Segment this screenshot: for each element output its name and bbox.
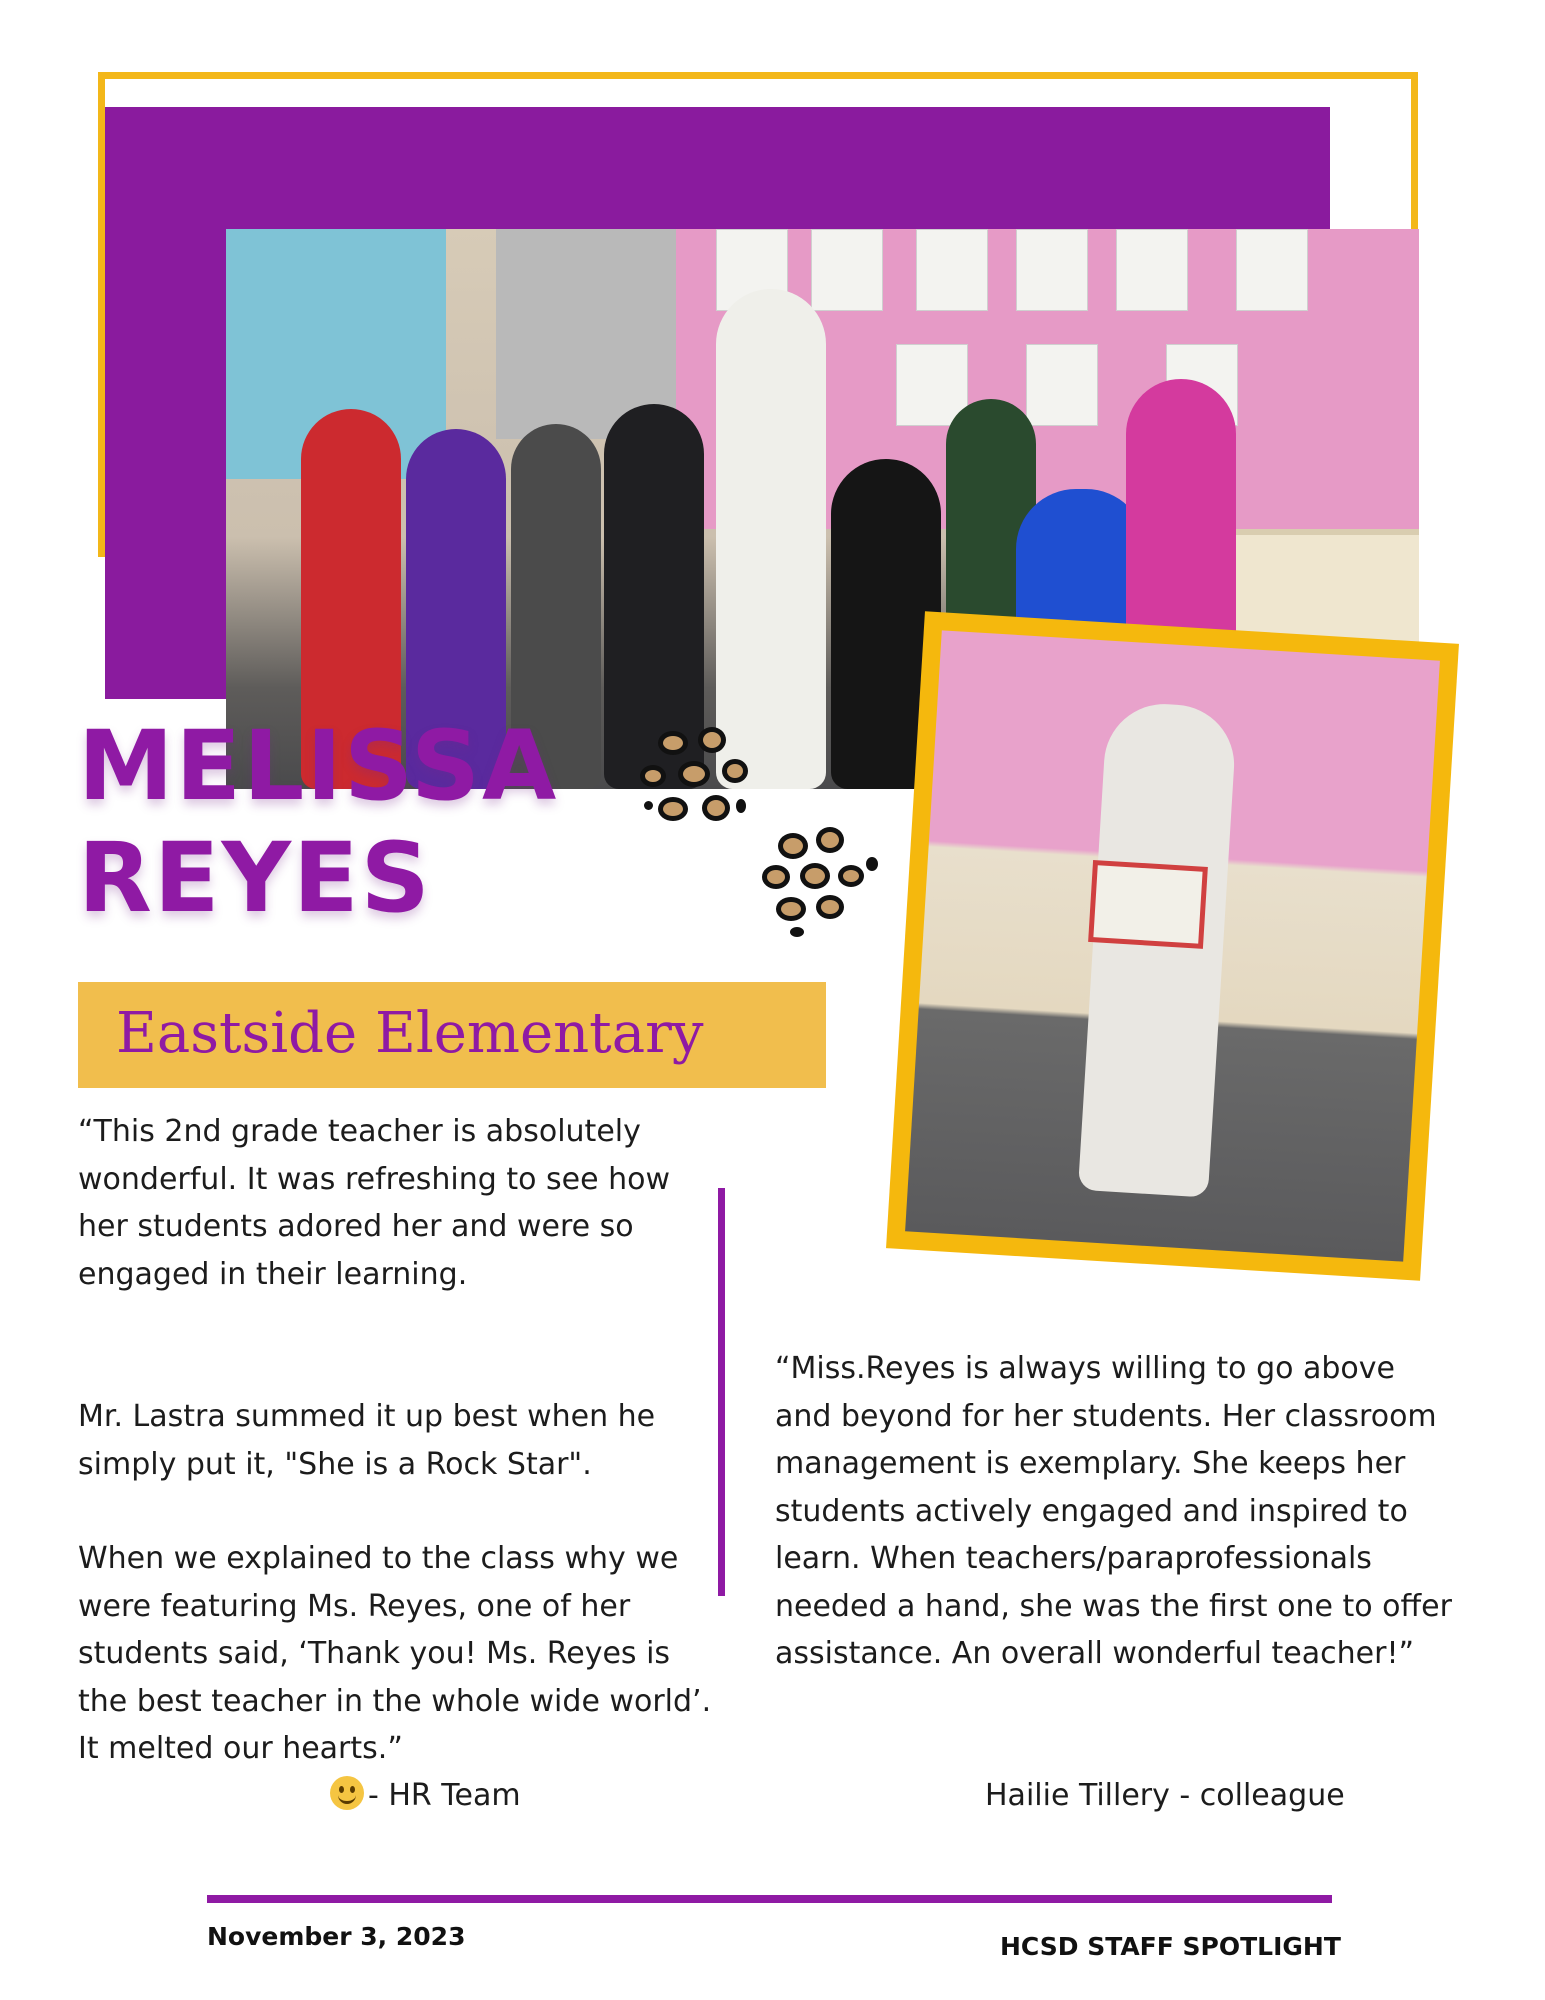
smiley-icon — [330, 1776, 364, 1810]
posted-paper — [1116, 229, 1188, 311]
posted-paper — [811, 229, 883, 311]
left-paragraph-2: Mr. Lastra summed it up best when he simply put it, "She is a Rock Star". — [78, 1399, 656, 1482]
main-photo-frame — [105, 107, 1330, 699]
footer-divider — [207, 1895, 1332, 1903]
posted-paper — [916, 229, 988, 311]
posted-paper — [1236, 229, 1308, 311]
left-paragraph-1: “This 2nd grade teacher is absolutely wonderful. It was refreshing to see how her students adored her and were so engaged in their learning. — [78, 1114, 670, 1292]
column-divider — [718, 1188, 725, 1596]
teacher-figure — [716, 289, 826, 789]
teacher-name — [78, 710, 558, 934]
school-name: Eastside Elementary — [116, 1001, 704, 1066]
posted-paper — [1016, 229, 1088, 311]
colleague-attribution: Hailie Tillery - colleague — [985, 1778, 1345, 1813]
leopard-spots-decoration — [640, 725, 880, 945]
certificate — [1088, 860, 1208, 949]
hr-attribution — [330, 1772, 521, 1820]
teacher-photo-frame — [886, 611, 1459, 1280]
hr-attribution-text: - HR Team — [368, 1778, 521, 1813]
teacher-figure — [1078, 701, 1238, 1198]
posted-paper — [1026, 344, 1098, 426]
footer-publication: HCSD STAFF SPOTLIGHT — [1000, 1932, 1341, 1961]
left-paragraph-3: When we explained to the class why we were featuring Ms. Reyes, one of her students said, ‘Thank you! Ms. Reyes is the best teacher in the whole wide world’. It melted our hearts.” — [78, 1541, 712, 1766]
first-name: MELISSA — [78, 710, 559, 822]
teacher-portrait-photo — [905, 630, 1440, 1261]
colleague-quote: “Miss.Reyes is always willing to go above and beyond for her students. Her classroom management is exemplary. She keeps her students actively engaged and inspired to learn. When teachers/paraprofessionals needed a hand, she was the first one to offer assistance. An overall wonderful teacher!” — [775, 1351, 1452, 1671]
school-banner — [78, 982, 826, 1088]
footer-date: November 3, 2023 — [207, 1922, 466, 1951]
last-name: REYES — [78, 822, 432, 934]
